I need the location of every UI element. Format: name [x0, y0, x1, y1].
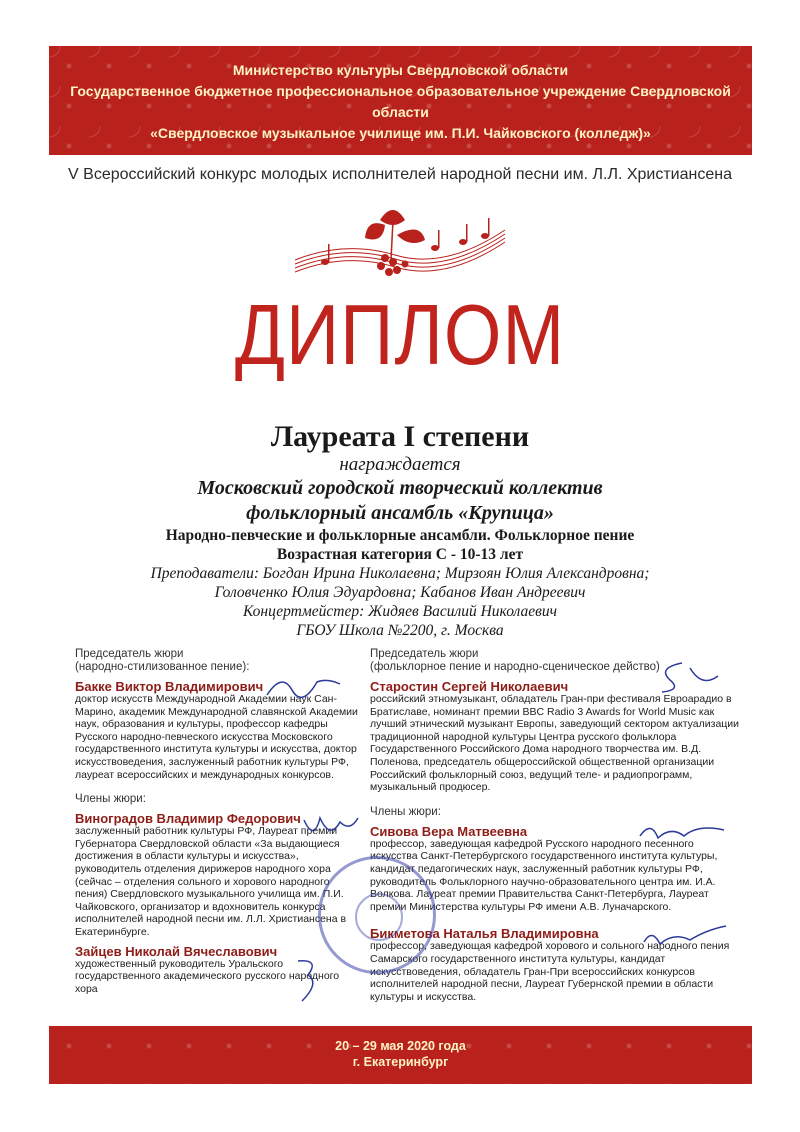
recipient-line-1: Московский городской творческий коллектив — [197, 477, 603, 499]
member-name: Виноградов Владимир Федорович — [75, 811, 301, 827]
signature-vinogradov — [300, 812, 360, 846]
recipient-line-2: фольклорный ансамбль «Крупица» — [246, 502, 554, 524]
age-category: Возрастная категория С - 10-13 лет — [276, 546, 524, 563]
signature-bikmetova — [640, 922, 730, 952]
ministry-line: Министерство культуры Свердловской области — [232, 62, 569, 78]
footer-band — [49, 1026, 752, 1084]
chair-role: Председатель жюри — [75, 648, 184, 660]
teachers-line-1: Преподаватели: Богдан Ирина Николаевна; Мирзоян Юлия Александровна; — [150, 565, 650, 582]
award-block — [60, 420, 740, 640]
chair-description: доктор искусств Международной Академии наук Сан-Марино, академик Международной славянской Академии наук, образования и культуры, профессор кафедры Русского народно-певческого искусства Московского государственного института культуры и искусства, доктор искусствоведения, заслуженный работник культуры РФ, лауреат всероссийских и международных конкурсов. — [75, 693, 358, 781]
member-description: профессор, заведующая кафедрой Русского народного песенного искусства Санкт-Петербургского государственного института культуры, кандидат педагогических наук, заслуженный работник культуры РФ, руководитель Фольклорного научно-образовательного центра им. И.А. Волкова. Лауреат премии Правительства Санкт-Петербурга, Лауреат премии Министерства культуры РФ имени А.В. Луначарского. — [370, 837, 718, 913]
header-text — [49, 60, 752, 144]
institution-line: Государственное бюджетное профессиональное образовательное учреждение Свердловской области — [70, 83, 731, 120]
signature-sivova — [636, 818, 726, 848]
chair-name: Бакке Виктор Владимирович — [75, 679, 264, 694]
chair-category: (народно-стилизованное пение): — [75, 661, 250, 673]
teachers-line-2: Головченко Юлия Эдуардовна; Кабанов Иван Андреевич — [214, 584, 586, 601]
college-line: «Свердловское музыкальное училище им. П.И. Чайковского (колледж)» — [150, 125, 651, 141]
signature-bakke — [262, 670, 342, 700]
event-city: г. Екатеринбург — [352, 1055, 449, 1069]
header-band — [49, 46, 752, 155]
members-label: Члены жюри: — [75, 793, 146, 806]
award-degree: Лауреата I степени — [270, 420, 530, 453]
member-description: профессор, заведующая кафедрой хорового и сольного народного пения Самарского государственного института культуры, кандидат искусствоведения, обладатель Гран-При всероссийских конкурсов исполнителей народной песни, Лауреат Губернской премии в области культуры и искусства. — [370, 940, 730, 1003]
rowan-music-emblem — [285, 200, 515, 290]
member-description: художественный руководитель Уральского государственного академического русского народного хора — [75, 957, 340, 995]
member-description: заслуженный работник культуры РФ, Лауреат премии Губернатора Свердловской области «За выдающиеся достижения в области культуры и искусства», руководитель отделения дирижеров народного хора (сейчас – отделения сольного и хорового народного пения) Свердловского музыкального училища им. П.И. Чайковского, организатор и вдохновитель конкурса исполнителей народной песни им. Л.Л. Христиансена в Екатеринбурге. — [75, 825, 347, 938]
diploma-title: ДИПЛОМ — [234, 287, 566, 383]
signature-zaitsev — [290, 955, 330, 1005]
member-name: Сивова Вера Матвеевна — [370, 823, 528, 839]
school: ГБОУ Школа №2200, г. Москва — [296, 622, 504, 639]
chair-category: (фольклорное пение и народно-сценическое действо) — [370, 661, 660, 673]
awarded-label: награждается — [339, 454, 461, 475]
signature-starostin — [652, 658, 722, 694]
members-label: Члены жюри: — [370, 805, 441, 818]
chair-name: Старостин Сергей Николаевич — [370, 679, 569, 694]
accompanist: Концертмейстер: Жидяев Василий Николаевич — [242, 603, 558, 620]
nomination: Народно-певческие и фольклорные ансамбли. Фольклорное пение — [165, 527, 635, 544]
chair-description: российский этномузыкант, обладатель Гран-при фестиваля Евроарадио в Братиславе, номинант премии BBC Radio 3 Awards for World Music как лучший этнический музыкант Европы, заведующий сектором актуализации традиционной народной культуры Центра русского фольклора Государственного Российского Дома народного творчества им. В.Д. Поленова, председатель общероссийской общественной организации Российский фольклорный союз, ведущий теле- и радиопрограмм, музыкальный продюсер. — [370, 693, 740, 794]
member-name: Зайцев Николай Вячеславович — [75, 943, 278, 959]
event-dates: 20 – 29 мая 2020 года — [335, 1039, 466, 1053]
official-stamp — [318, 856, 436, 974]
footer-text — [49, 1038, 752, 1070]
contest-title: V Всероссийский конкурс молодых исполнителей народной песни им. Л.Л. Христиансена — [68, 166, 732, 183]
member-name: Бикметова Наталья Владимировна — [370, 926, 599, 942]
chair-role: Председатель жюри — [370, 648, 479, 660]
